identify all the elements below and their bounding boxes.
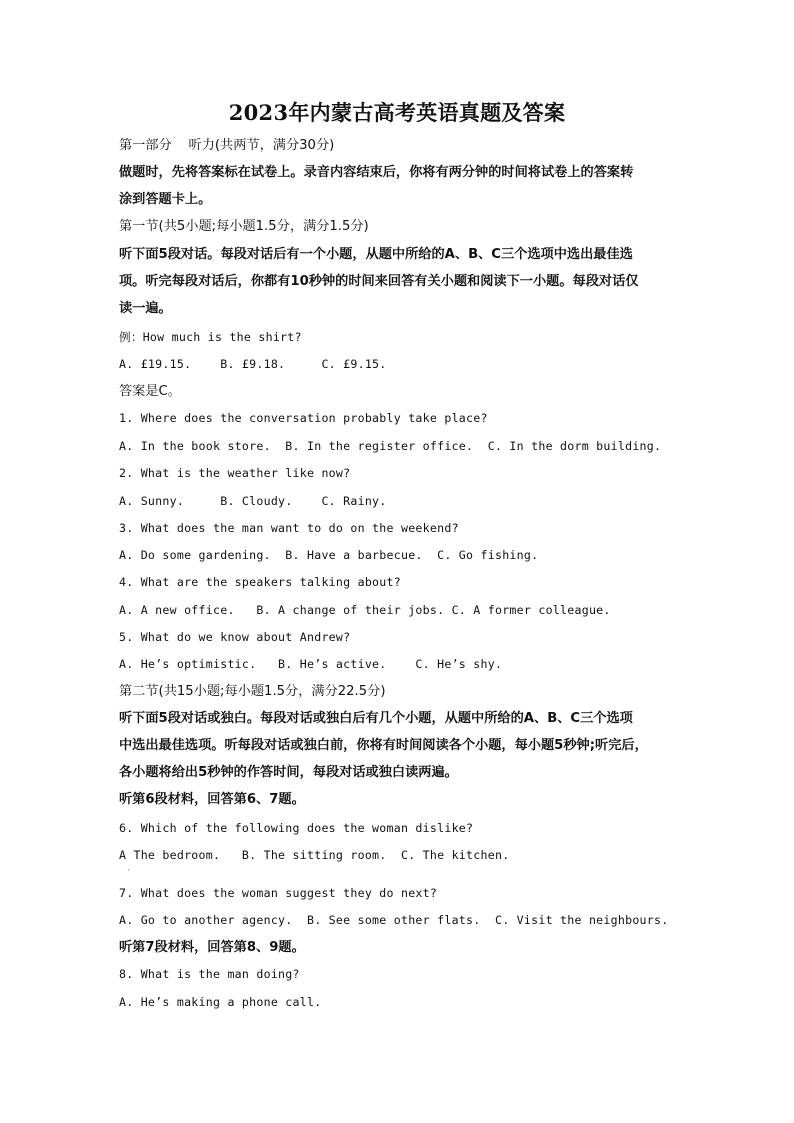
section2-heading: 第二节(共15小题;每小题1.5分，满分22.5分) [119,684,386,699]
example-answer: 答案是C。 [119,384,181,399]
question-1: 1. Where does the conversation probably take place? [119,411,488,425]
example-question: 例：How much is the shirt? [119,330,302,344]
question-8: 8. What is the man doing? [119,967,300,981]
question-5-options: A. He’s optimistic. B. He’s active. C. He’s shy. [119,657,503,671]
question-4: 4. What are the speakers talking about? [119,575,401,589]
section2-instruction-line-3: 各小题将给出5秒钟的作答时间，每段对话或独白读两遍。 [119,765,458,780]
instruction-line-1: 做题时，先将答案标在试卷上。录音内容结束后，你将有两分钟的时间将试卷上的答案转 [119,165,634,180]
question-6-options: A The bedroom. B. The sitting room. C. The kitchen. [119,848,510,862]
part1-heading: 第一部分 听力(共两节，满分30分) [119,138,335,153]
question-7: 7. What does the woman suggest they do next? [119,886,438,900]
section1-instruction-line-3: 读一遍。 [119,301,172,316]
question-1-options: A. In the book store. B. In the register office. C. In the dorm building. [119,439,662,453]
question-7-options: A. Go to another agency. B. See some other flats. C. Visit the neighbours. [119,913,669,927]
question-3: 3. What does the man want to do on the weekend? [119,521,459,535]
instruction-line-2: 涂到答题卡上。 [119,192,212,207]
section1-instruction-line-2: 项。听完每段对话后，你都有10秒钟的时间来回答有关小题和阅读下一小题。每段对话仅 [119,274,639,289]
example-options: A. £19.15. B. £9.18. C. £9.15. [119,357,387,371]
question-2-options: A. Sunny. B. Cloudy. C. Rainy. [119,494,387,508]
question-8-options: A. He’s making a phone call. [119,995,322,1009]
stray-mark: · [127,866,130,876]
question-6: 6. Which of the following does the woman dislike? [119,821,474,835]
page-title: 2023年内蒙古高考英语真题及答案 [228,100,566,125]
section1-heading: 第一节(共5小题;每小题1.5分，满分1.5分) [119,219,369,234]
question-4-options: A. A new office. B. A change of their jobs. C. A former colleague. [119,603,611,617]
material-6-heading: 听第6段材料，回答第6、7题。 [119,792,305,807]
question-3-options: A. Do some gardening. B. Have a barbecue. C. Go fishing. [119,548,539,562]
section2-instruction-line-2: 中选出最佳选项。听每段对话或独白前，你将有时间阅读各个小题，每小题5秒钟;听完后， [119,738,648,753]
material-7-heading: 听第7段材料，回答第8、9题。 [119,940,305,955]
section2-instruction-line-1: 听下面5段对话或独白。每段对话或独白后有几个小题，从题中所给的A、B、C三个选项 [119,711,633,726]
section1-instruction-line-1: 听下面5段对话。每段对话后有一个小题，从题中所给的A、B、C三个选项中选出最佳选 [119,247,633,262]
question-2: 2. What is the weather like now? [119,466,351,480]
question-5: 5. What do we know about Andrew? [119,630,351,644]
